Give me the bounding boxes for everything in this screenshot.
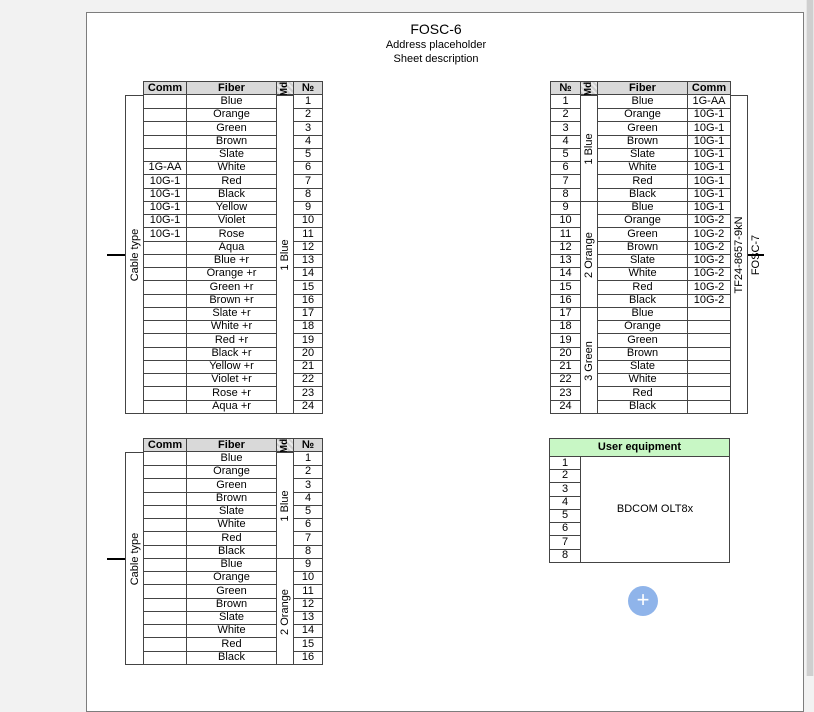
fiber-number-cell: 8 (293, 188, 323, 202)
plus-icon: + (636, 587, 650, 612)
fiber-number-cell: 2 (293, 108, 323, 122)
fiber-number-cell: 14 (293, 624, 323, 638)
fiber-cell[interactable]: Brown (597, 135, 688, 149)
fiber-cell[interactable]: Red (597, 387, 688, 401)
target-closure-label-box[interactable] (749, 215, 763, 295)
fiber-cell[interactable]: Black (597, 400, 688, 414)
fiber-cell[interactable]: Brown (186, 492, 277, 506)
fiber-number-cell: 7 (293, 175, 323, 189)
comm-cell[interactable] (143, 518, 187, 532)
fiber-number-cell: 21 (293, 360, 323, 374)
fiber-number-cell: 16 (293, 294, 323, 308)
user-equipment-title: User equipment (549, 438, 730, 457)
cable-type-label: Cable type (129, 532, 141, 585)
comm-cell[interactable]: 10G-1 (143, 188, 187, 202)
comm-cell[interactable]: 10G-2 (687, 281, 731, 295)
comm-cell[interactable] (687, 387, 731, 401)
fiber-cell[interactable]: Blue (186, 558, 277, 572)
fiber-number-cell: 8 (550, 188, 581, 202)
fiber-cell[interactable]: Orange (186, 465, 277, 479)
fiber-cell[interactable]: Black (186, 188, 277, 202)
fiber-cell[interactable]: White (186, 624, 277, 638)
fiber-cell[interactable]: Yellow (186, 201, 277, 215)
comm-cell[interactable]: 10G-1 (687, 108, 731, 122)
comm-cell[interactable] (143, 611, 187, 625)
fiber-cell[interactable]: Rose (186, 228, 277, 242)
target-closure-label: FOSC-7 (750, 234, 762, 275)
fiber-cell[interactable]: Black (186, 545, 277, 559)
column-header-num: № (293, 81, 323, 95)
comm-cell[interactable] (143, 452, 187, 466)
comm-cell[interactable] (143, 281, 187, 295)
fiber-cell[interactable]: Green +r (186, 281, 277, 295)
comm-cell[interactable] (143, 400, 187, 414)
fiber-number-cell: 9 (550, 201, 581, 215)
fiber-cell[interactable]: Green (186, 479, 277, 493)
sheet-address: Address placeholder (385, 39, 487, 51)
fiber-number-cell: 18 (293, 320, 323, 334)
module-label: 2 Orange (583, 231, 595, 278)
fiber-cell[interactable]: Orange +r (186, 267, 277, 281)
comm-cell[interactable] (143, 108, 187, 122)
comm-cell[interactable] (143, 347, 187, 361)
comm-cell[interactable] (143, 360, 187, 374)
fiber-cell[interactable]: Orange (597, 108, 688, 122)
comm-cell[interactable] (687, 334, 731, 348)
fiber-cell[interactable]: Blue (186, 95, 277, 109)
cable-type-label: Cable type (129, 228, 141, 281)
sheet-description: Sheet description (393, 53, 479, 65)
comm-cell[interactable] (143, 307, 187, 321)
fiber-number-cell: 1 (293, 452, 323, 466)
column-header-md (276, 438, 294, 452)
fiber-number-cell: 3 (550, 122, 581, 136)
fiber-number-cell: 12 (293, 241, 323, 255)
module-label: 2 Orange (279, 588, 291, 635)
fiber-cell[interactable]: Red +r (186, 334, 277, 348)
fiber-number-cell: 15 (293, 281, 323, 295)
comm-cell[interactable] (143, 571, 187, 585)
cable-type-cell[interactable] (730, 95, 748, 414)
comm-cell[interactable] (143, 585, 187, 599)
fiber-number-cell: 4 (550, 135, 581, 149)
fiber-number-cell: 3 (293, 479, 323, 493)
comm-cell[interactable] (143, 122, 187, 136)
fiber-cell[interactable]: Blue +r (186, 254, 277, 268)
comm-cell[interactable] (143, 558, 187, 572)
comm-cell[interactable] (143, 254, 187, 268)
comm-cell[interactable]: 10G-1 (143, 175, 187, 189)
port-number-cell[interactable]: 7 (549, 536, 581, 550)
fiber-cell[interactable]: White (597, 161, 688, 175)
fiber-number-cell: 20 (550, 347, 581, 361)
sheet-title: FOSC-6 (410, 21, 462, 37)
comm-cell[interactable] (687, 307, 731, 321)
fiber-cell[interactable]: White (186, 518, 277, 532)
fiber-cell[interactable]: Red (186, 532, 277, 546)
cable-type-label: TF24-8657-9kN (732, 215, 745, 294)
fiber-number-cell: 4 (293, 492, 323, 506)
fiber-number-cell: 13 (550, 254, 581, 268)
comm-cell[interactable]: 10G-1 (143, 228, 187, 242)
fiber-number-cell: 6 (293, 518, 323, 532)
fiber-cell[interactable]: Slate (597, 360, 688, 374)
fiber-number-cell: 1 (293, 95, 323, 109)
fiber-number-cell: 5 (550, 148, 581, 162)
comm-cell[interactable] (143, 320, 187, 334)
comm-cell[interactable] (143, 598, 187, 612)
fiber-number-cell: 22 (550, 373, 581, 387)
fiber-number-cell: 1 (550, 95, 581, 109)
column-header-fiber: Fiber (597, 81, 688, 95)
fiber-cell[interactable]: Brown (186, 598, 277, 612)
module-label: 1 Blue (279, 489, 291, 522)
fiber-number-cell: 12 (550, 241, 581, 255)
fiber-cell[interactable]: Slate +r (186, 307, 277, 321)
fiber-cell[interactable]: Red (186, 175, 277, 189)
fiber-cell[interactable]: White (597, 373, 688, 387)
comm-cell[interactable]: 10G-2 (687, 241, 731, 255)
fiber-cell[interactable]: Blue (186, 452, 277, 466)
fiber-number-cell: 13 (293, 611, 323, 625)
fiber-number-cell: 7 (293, 532, 323, 546)
comm-cell[interactable]: 10G-1 (687, 161, 731, 175)
comm-cell[interactable]: 10G-2 (687, 294, 731, 308)
fiber-number-cell: 2 (550, 108, 581, 122)
fiber-cell[interactable]: Red (186, 638, 277, 652)
fiber-number-cell: 9 (293, 558, 323, 572)
fiber-number-cell: 17 (293, 307, 323, 321)
port-number-cell[interactable]: 6 (549, 522, 581, 536)
fiber-number-cell: 17 (550, 307, 581, 321)
fiber-number-cell: 5 (293, 148, 323, 162)
scrollbar-thumb[interactable] (807, 0, 813, 676)
fiber-cell[interactable]: Slate (186, 505, 277, 519)
comm-cell[interactable] (143, 532, 187, 546)
fiber-number-cell: 24 (550, 400, 581, 414)
port-number-cell[interactable]: 5 (549, 509, 581, 523)
user-equipment-device-box[interactable] (580, 456, 730, 563)
fiber-cell[interactable]: Brown (597, 241, 688, 255)
comm-cell[interactable] (143, 387, 187, 401)
fiber-cell[interactable]: Slate (597, 254, 688, 268)
comm-cell[interactable]: 10G-2 (687, 214, 731, 228)
fiber-number-cell: 10 (293, 214, 323, 228)
comm-cell[interactable]: 1G-AA (687, 95, 731, 109)
comm-cell[interactable]: 10G-2 (687, 267, 731, 281)
comm-cell[interactable] (143, 651, 187, 665)
fiber-cell[interactable]: White (186, 161, 277, 175)
comm-cell[interactable]: 10G-2 (687, 228, 731, 242)
fiber-number-cell: 12 (293, 598, 323, 612)
fiber-cell[interactable]: Orange (597, 214, 688, 228)
fiber-cell[interactable]: Orange (186, 108, 277, 122)
fiber-cell[interactable]: Black +r (186, 347, 277, 361)
module-label: 1 Blue (279, 238, 291, 271)
fiber-number-cell: 21 (550, 360, 581, 374)
fiber-number-cell: 11 (550, 228, 581, 242)
fiber-cell[interactable]: Blue (597, 201, 688, 215)
column-header-comm: Comm (143, 438, 187, 452)
fiber-cell[interactable]: White +r (186, 320, 277, 334)
fiber-cell[interactable]: Aqua (186, 241, 277, 255)
comm-cell[interactable] (687, 373, 731, 387)
comm-cell[interactable] (143, 241, 187, 255)
comm-cell[interactable] (143, 505, 187, 519)
fiber-cell[interactable]: Brown (597, 347, 688, 361)
comm-cell[interactable] (143, 148, 187, 162)
comm-cell[interactable] (143, 334, 187, 348)
fiber-number-cell: 14 (293, 267, 323, 281)
fiber-cell[interactable]: Orange (597, 320, 688, 334)
column-header-comm: Comm (143, 81, 187, 95)
comm-cell[interactable]: 10G-1 (143, 214, 187, 228)
fiber-number-cell: 11 (293, 228, 323, 242)
fiber-cell[interactable]: White (597, 267, 688, 281)
comm-cell[interactable]: 10G-1 (687, 122, 731, 136)
fiber-cell[interactable]: Slate (186, 611, 277, 625)
comm-cell[interactable] (143, 294, 187, 308)
fiber-cell[interactable]: Slate (597, 148, 688, 162)
comm-cell[interactable] (143, 465, 187, 479)
md-header-label: Md (278, 438, 290, 454)
column-header-md (276, 81, 294, 95)
fiber-number-cell: 23 (550, 387, 581, 401)
fiber-number-cell: 8 (293, 545, 323, 559)
column-header-num: № (293, 438, 323, 452)
comm-cell[interactable]: 10G-1 (687, 175, 731, 189)
comm-cell[interactable]: 10G-1 (687, 135, 731, 149)
port-number-cell[interactable]: 1 (549, 456, 581, 470)
fiber-number-cell: 10 (550, 214, 581, 228)
module-cell (580, 201, 598, 308)
fiber-cell[interactable]: Orange (186, 571, 277, 585)
fiber-number-cell: 19 (293, 334, 323, 348)
column-header-fiber: Fiber (186, 438, 277, 452)
module-cell (580, 95, 598, 202)
fiber-cell[interactable]: Brown (186, 135, 277, 149)
fiber-cell[interactable]: Green (597, 228, 688, 242)
fiber-cell[interactable]: Black (186, 651, 277, 665)
comm-cell[interactable] (143, 479, 187, 493)
fiber-cell[interactable]: Green (186, 585, 277, 599)
fiber-cell[interactable]: Violet +r (186, 373, 277, 387)
comm-cell[interactable] (687, 320, 731, 334)
comm-cell[interactable]: 10G-2 (687, 254, 731, 268)
module-cell (276, 95, 294, 414)
module-label: 3 Green (583, 340, 595, 381)
cable-connector-line (107, 254, 125, 256)
module-cell (276, 558, 294, 665)
fiber-number-cell: 5 (293, 505, 323, 519)
fiber-number-cell: 15 (550, 281, 581, 295)
comm-cell[interactable]: 10G-1 (687, 188, 731, 202)
add-button[interactable] (628, 586, 658, 616)
comm-cell[interactable] (143, 624, 187, 638)
fiber-cell[interactable]: Blue (597, 307, 688, 321)
column-header-fiber: Fiber (186, 81, 277, 95)
fiber-number-cell: 15 (293, 638, 323, 652)
fiber-cell[interactable]: Yellow +r (186, 360, 277, 374)
fiber-number-cell: 2 (293, 465, 323, 479)
fiber-number-cell: 16 (550, 294, 581, 308)
comm-cell[interactable]: 1G-AA (143, 161, 187, 175)
fiber-number-cell: 11 (293, 585, 323, 599)
fiber-cell[interactable]: Green (186, 122, 277, 136)
comm-cell[interactable] (143, 95, 187, 109)
module-cell (580, 307, 598, 414)
fiber-cell[interactable]: Red (597, 175, 688, 189)
comm-cell[interactable] (687, 400, 731, 414)
fiber-number-cell: 14 (550, 267, 581, 281)
md-header-label: Md (582, 81, 594, 97)
port-number-cell[interactable]: 4 (549, 496, 581, 510)
fiber-number-cell: 10 (293, 571, 323, 585)
port-number-cell[interactable]: 3 (549, 483, 581, 497)
comm-cell[interactable] (143, 135, 187, 149)
comm-cell[interactable] (687, 347, 731, 361)
cable-connector-line (107, 558, 125, 560)
comm-cell[interactable]: 10G-1 (143, 201, 187, 215)
comm-cell[interactable]: 10G-1 (687, 201, 731, 215)
column-header-num: № (550, 81, 581, 95)
column-header-md (580, 81, 598, 95)
fiber-number-cell: 16 (293, 651, 323, 665)
fiber-number-cell: 6 (293, 161, 323, 175)
md-header-label: Md (278, 81, 290, 97)
fiber-number-cell: 23 (293, 387, 323, 401)
fiber-number-cell: 4 (293, 135, 323, 149)
column-header-comm: Comm (687, 81, 731, 95)
fiber-number-cell: 3 (293, 122, 323, 136)
comm-cell[interactable] (143, 492, 187, 506)
cable-type-cell[interactable] (125, 452, 144, 665)
fiber-cell[interactable]: Slate (186, 148, 277, 162)
module-label: 1 Blue (583, 132, 595, 165)
fiber-cell[interactable]: Green (597, 122, 688, 136)
cable-type-cell[interactable] (125, 95, 144, 414)
comm-cell[interactable] (143, 373, 187, 387)
module-cell (276, 452, 294, 559)
fiber-number-cell: 24 (293, 400, 323, 414)
fiber-cell[interactable]: Black (597, 188, 688, 202)
fiber-cell[interactable]: Blue (597, 95, 688, 109)
fiber-cell[interactable]: Red (597, 281, 688, 295)
fiber-cell[interactable]: Aqua +r (186, 400, 277, 414)
comm-cell[interactable] (687, 360, 731, 374)
fiber-cell[interactable]: Brown +r (186, 294, 277, 308)
fiber-cell[interactable]: Green (597, 334, 688, 348)
fiber-number-cell: 6 (550, 161, 581, 175)
comm-cell[interactable] (143, 638, 187, 652)
fiber-number-cell: 22 (293, 373, 323, 387)
comm-cell[interactable] (143, 267, 187, 281)
fiber-number-cell: 7 (550, 175, 581, 189)
port-number-cell[interactable]: 2 (549, 469, 581, 483)
port-number-cell[interactable]: 8 (549, 549, 581, 563)
fiber-cell[interactable]: Black (597, 294, 688, 308)
fiber-number-cell: 18 (550, 320, 581, 334)
fiber-number-cell: 13 (293, 254, 323, 268)
user-equipment-device-name: BDCOM OLT8x (616, 503, 694, 515)
fiber-number-cell: 19 (550, 334, 581, 348)
comm-cell[interactable]: 10G-1 (687, 148, 731, 162)
fiber-cell[interactable]: Rose +r (186, 387, 277, 401)
comm-cell[interactable] (143, 545, 187, 559)
fiber-cell[interactable]: Violet (186, 214, 277, 228)
fiber-number-cell: 9 (293, 201, 323, 215)
fiber-number-cell: 20 (293, 347, 323, 361)
